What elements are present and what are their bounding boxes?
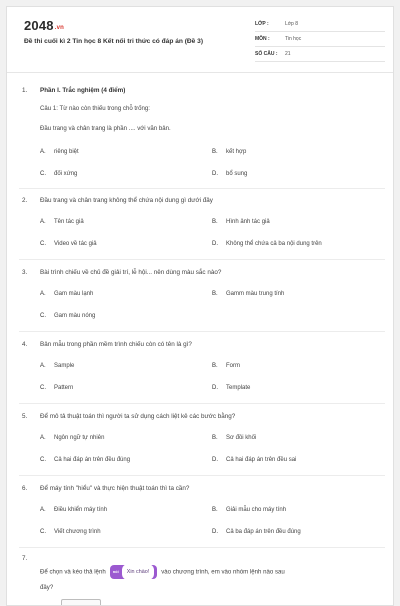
meta-value: Lớp 8 (285, 21, 299, 27)
option-d[interactable]: D. Cả hai đáp án trên đều sai (212, 457, 297, 463)
option-a[interactable]: A. Sample (40, 363, 75, 369)
question-number: 1. (22, 87, 28, 94)
divider (19, 331, 385, 332)
option-a[interactable]: A. riêng biệt (40, 149, 79, 155)
logo-suffix: .vn (54, 25, 65, 31)
option-d[interactable]: D. Cả ba đáp án trên đều đúng (212, 529, 301, 535)
meta-label: LỚP : (255, 21, 269, 27)
question-7-text (40, 565, 285, 580)
page-title: Đề thi cuối kì 2 Tin học 8 Kết nối tri thức có đáp án (Đề 3) (24, 38, 204, 45)
exam-sheet (6, 6, 394, 606)
option-c[interactable]: C. Cả hai đáp án trên đều đúng (40, 457, 131, 463)
option-c[interactable]: C. Pattern (40, 385, 74, 391)
logo-main: 2048 (24, 18, 54, 33)
meta-value: 21 (285, 51, 291, 57)
divider (19, 259, 385, 260)
question-text: Để máy tính "hiểu" và thực hiện thuật toán thì ta cần? (40, 485, 190, 492)
divider (19, 475, 385, 476)
divider (19, 403, 385, 404)
option-c[interactable]: C. Video về tác giả (40, 241, 97, 247)
option-a[interactable]: A. Gam màu lạnh (40, 291, 94, 297)
option-a[interactable]: A. Ngôn ngữ tự nhiên (40, 435, 105, 441)
option-b[interactable]: B. Giải mẫu cho máy tính (212, 507, 287, 513)
option-b[interactable]: B. Gamm màu trung tính (212, 291, 285, 297)
question-text: Bài trình chiếu về chủ đề giải trí, lễ hội... nên dùng màu sắc nào? (40, 269, 222, 276)
question-text-before: Để chọn và kéo thả lệnh (40, 568, 106, 576)
option-c[interactable]: C. Viết chương trình (40, 529, 101, 535)
meta-row-class (255, 17, 385, 32)
question-7-text-line2: đây? (40, 584, 54, 591)
site-logo[interactable] (24, 18, 64, 33)
page-header (7, 7, 393, 73)
meta-row-subject (255, 32, 385, 47)
option-d[interactable]: D. bổ sung (212, 171, 248, 177)
meta-row-count (255, 47, 385, 62)
block-message-pill: Xin chào! (122, 564, 154, 580)
meta-label: MÔN : (255, 36, 270, 42)
section-heading: Phần I. Trắc nghiệm (4 điểm) (40, 87, 126, 94)
divider (19, 547, 385, 548)
option-a[interactable]: A. Tên tác giả (40, 219, 84, 225)
option-b[interactable]: B. Sơ đồi khối (212, 435, 257, 441)
scratch-say-block[interactable] (110, 565, 157, 579)
question-text: Đầu trang và chân trang không thể chứa nội dung gì dưới đây (40, 197, 213, 204)
meta-value: Tin học (285, 36, 302, 42)
question-number: 5. (22, 413, 28, 420)
meta-label: SỐ CÂU : (255, 51, 278, 57)
question-number: 3. (22, 269, 28, 276)
option-b[interactable]: B. Form (212, 363, 240, 369)
question-1-sentence: Đầu trang và chân trang là phần .... với văn bản. (40, 125, 171, 132)
question-text: Bản mẫu trong phần mềm trình chiếu còn có tên là gì? (40, 341, 192, 348)
question-text: Để mô tả thuật toán thì người ta sử dụng cách liệt kê các bước bằng? (40, 413, 236, 420)
option-b[interactable]: B. kết hợp (212, 149, 247, 155)
exam-meta (255, 17, 385, 62)
option-c[interactable]: C. đối xứng (40, 171, 78, 177)
question-number: 4. (22, 341, 28, 348)
question-text-after: vào chương trình, em vào nhóm lệnh nào sau (161, 568, 285, 576)
option-d[interactable]: D. Không thể chứa cả ba nội dung trên (212, 241, 322, 247)
option-c[interactable]: C. Gam màu nóng (40, 313, 96, 319)
question-number: 2. (22, 197, 28, 204)
divider (19, 188, 385, 189)
option-b[interactable]: B. Hình ảnh tác giả (212, 219, 270, 225)
question-number: 6. (22, 485, 28, 492)
block-keyword: nói (112, 569, 119, 574)
option-a[interactable]: A. Điều khiển máy tính (40, 507, 108, 513)
answer-field[interactable] (61, 599, 101, 606)
question-1-prompt: Câu 1: Từ nào còn thiếu trong chỗ trống: (40, 105, 150, 112)
question-number: 7. (22, 555, 28, 562)
option-d[interactable]: D. Template (212, 385, 251, 391)
